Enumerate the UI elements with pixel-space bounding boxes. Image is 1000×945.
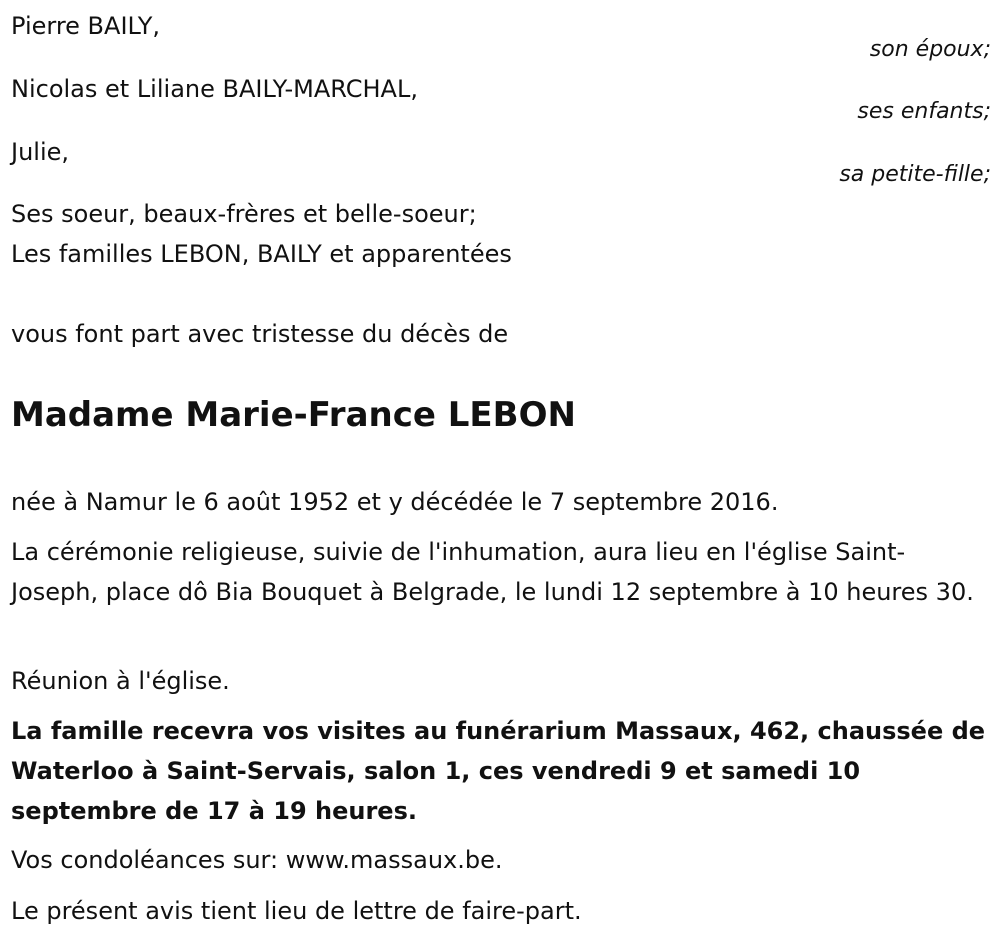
ceremony-text: La cérémonie religieuse, suivie de l'inhumation, aura lieu en l'église Saint-Joseph, place dô Bia Bouquet à Belgrade, le lundi 12 septembre à 10 heures 30. bbox=[11, 538, 974, 606]
visits-text: La famille recevra vos visites au funérarium Massaux, 462, chaussée de Waterloo à Saint-Servais, salon 1, ces vendredi 9 et samedi 10 septembre de 17 à 19 heures. bbox=[11, 717, 986, 825]
notice-text: Le présent avis tient lieu de lettre de faire-part. bbox=[11, 897, 582, 925]
family-member-spouse: Pierre BAILY, bbox=[11, 12, 160, 40]
condolences-text: Vos condoléances sur: www.massaux.be. bbox=[11, 846, 503, 874]
family-role-granddaughter: sa petite-fille; bbox=[839, 162, 991, 187]
family-member-children: Nicolas et Liliane BAILY-MARCHAL, bbox=[11, 75, 418, 103]
birth-death-text: née à Namur le 6 août 1952 et y décédée le 7 septembre 2016. bbox=[11, 488, 779, 516]
family-member-granddaughter: Julie, bbox=[11, 138, 70, 166]
relatives-line-1: Ses soeur, beaux-frères et belle-soeur; bbox=[11, 200, 477, 228]
family-role-spouse: son époux; bbox=[869, 37, 991, 62]
announcement-text: vous font part avec tristesse du décès de bbox=[11, 320, 509, 348]
family-role-children: ses enfants; bbox=[857, 99, 991, 124]
deceased-name: Madame Marie-France LEBON bbox=[11, 395, 576, 435]
reunion-text: Réunion à l'église. bbox=[11, 667, 230, 695]
relatives-line-2: Les familles LEBON, BAILY et apparentées bbox=[11, 240, 512, 268]
